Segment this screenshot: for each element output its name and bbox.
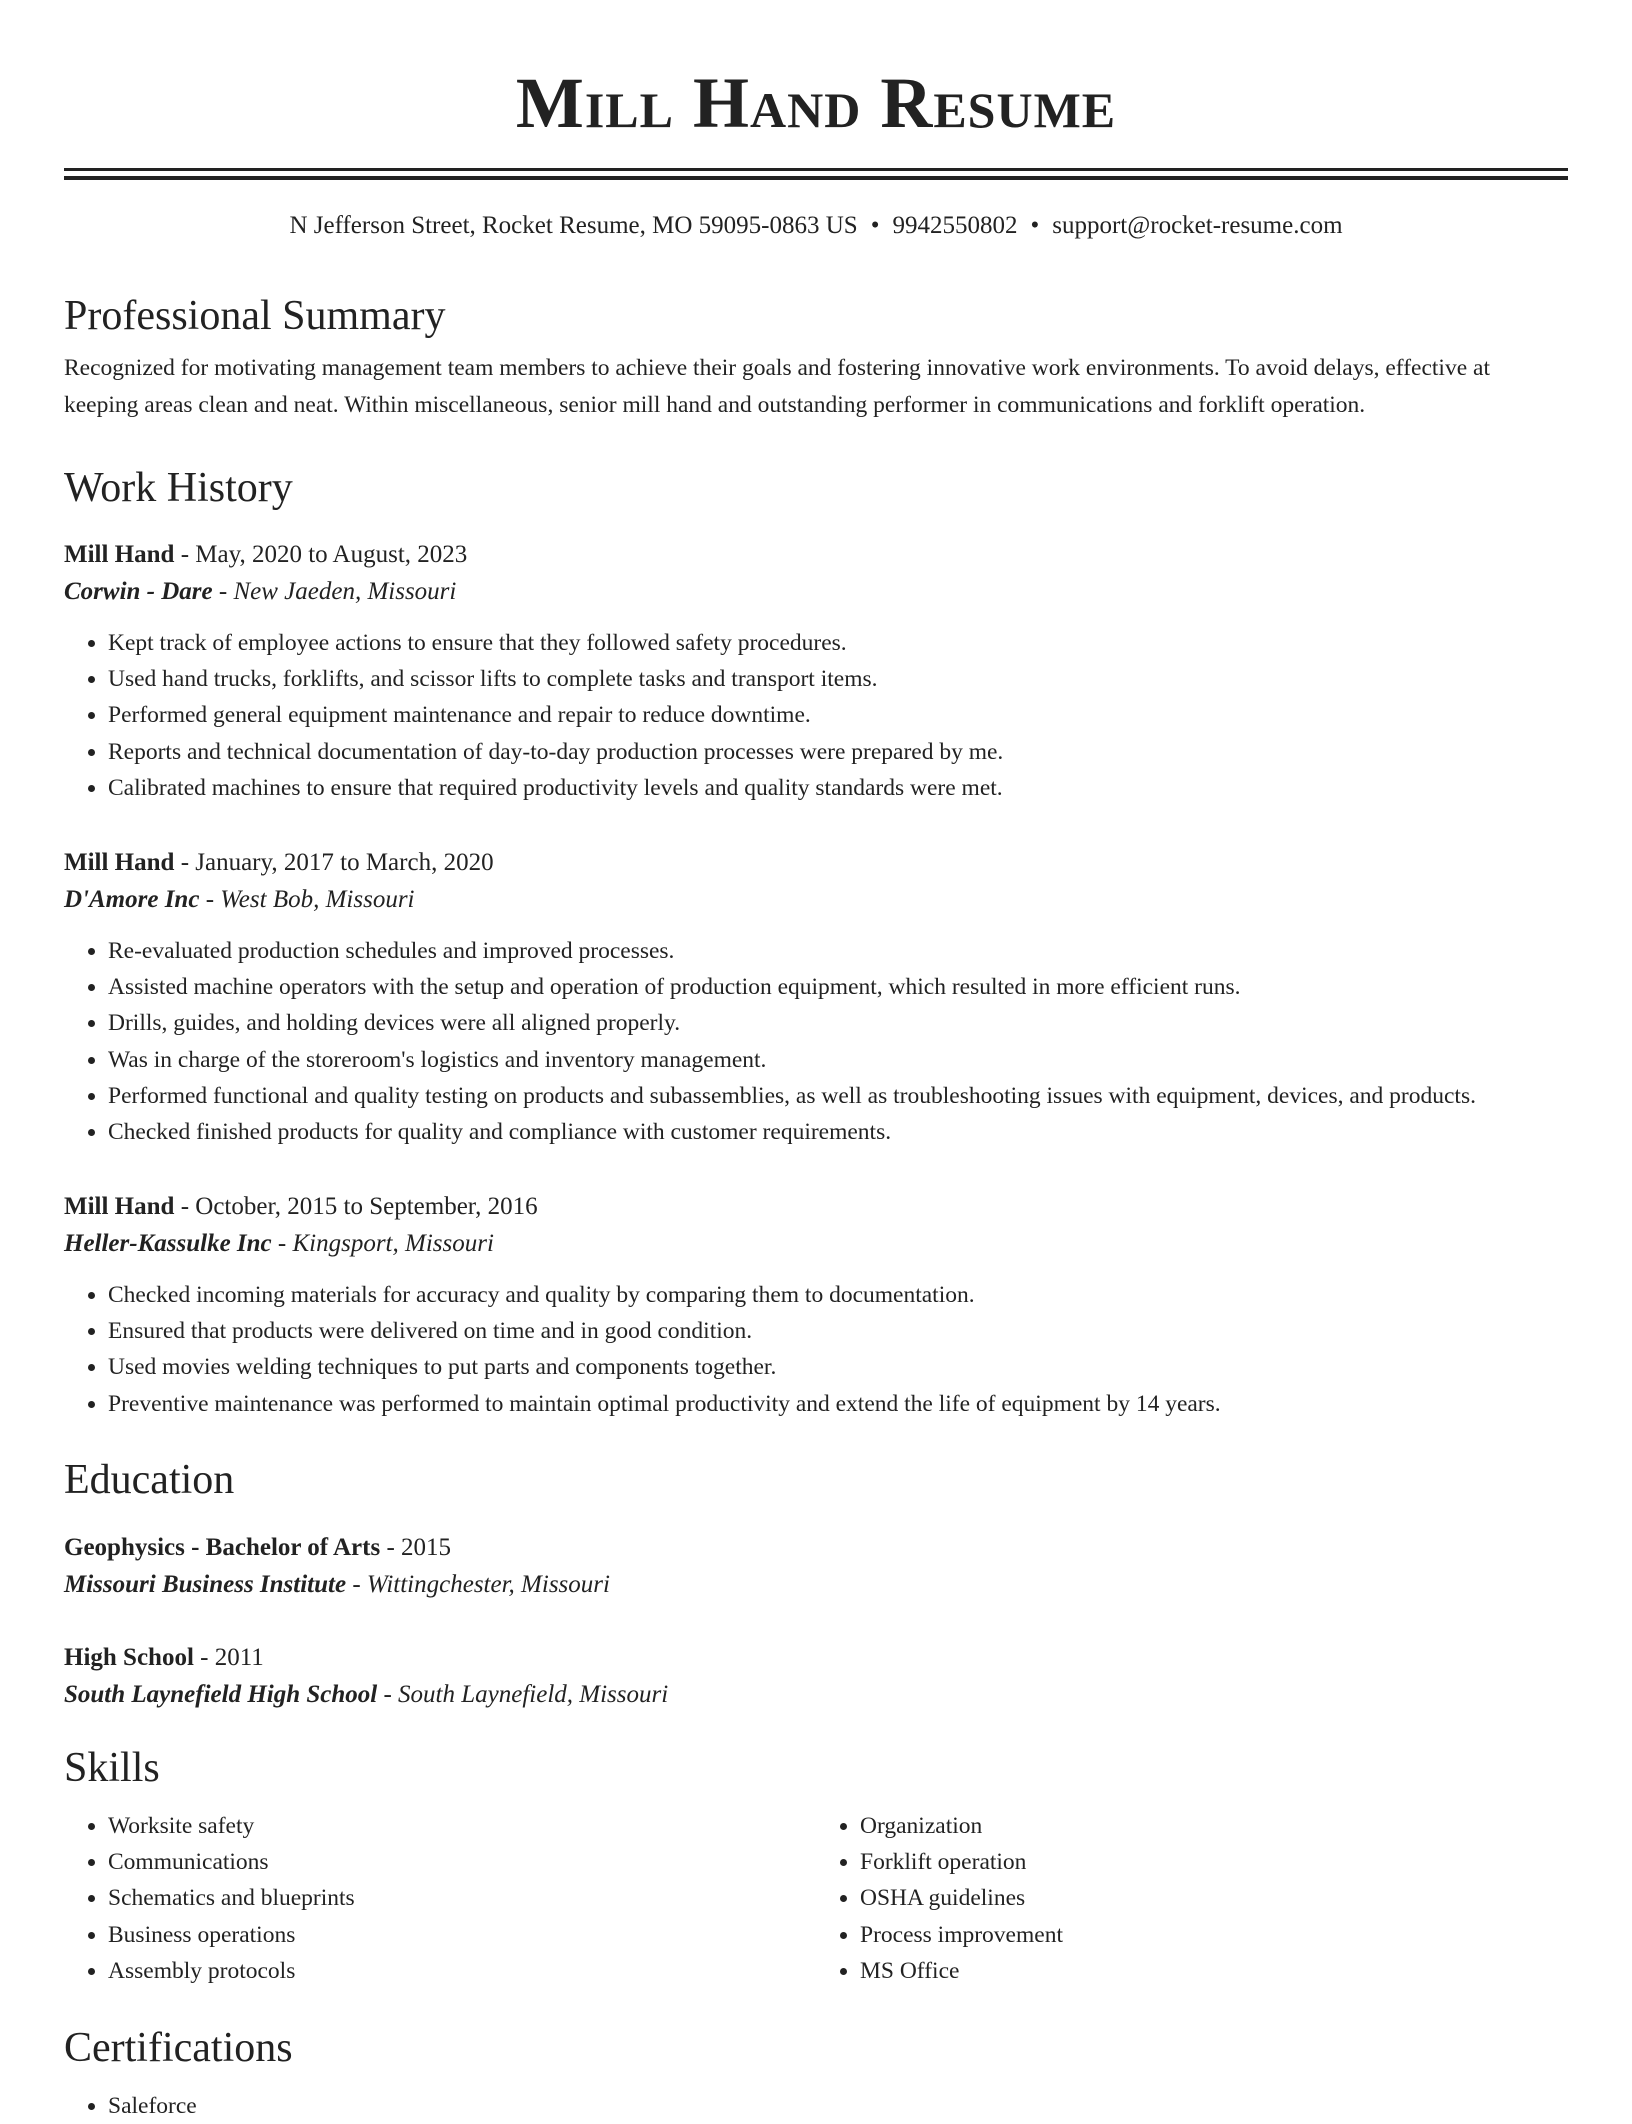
job-bullet: • Reports and technical documentation of day-to-day production processes were prepared by me.: [108, 734, 1568, 770]
job-entry: [64, 845, 1568, 1150]
skill-item: • Worksite safety: [108, 1808, 816, 1844]
resume-title: Mill Hand Resume: [515, 63, 1117, 143]
job-entry: [64, 1189, 1568, 1422]
skills-list-right: [816, 1808, 1568, 1989]
company-name: D'Amore Inc: [64, 886, 200, 913]
job-location: - New Jaeden, Missouri: [212, 578, 457, 605]
work-history-section: [64, 462, 1568, 514]
job-bullets: [64, 933, 1568, 1150]
graduation-year: - 2015: [380, 1534, 452, 1561]
job-bullet: • Checked finished products for quality and compliance with customer requirements.: [108, 1114, 1568, 1150]
summary-text: Recognized for motivating management team members to achieve their goals and fostering innovative work environments. To avoid delays, effective at keeping areas clean and neat. Within miscellaneous, senior mill hand and outstanding performer in communications and forklift operation.: [64, 355, 1490, 418]
skill-item: • Organization: [860, 1808, 1568, 1844]
skill-item: • Schematics and blueprints: [108, 1880, 816, 1916]
job-bullet: • Used movies welding techniques to put parts and components together.: [108, 1349, 1568, 1385]
contact-phone: 9942550802: [892, 212, 1018, 239]
skills-section: [64, 1742, 1568, 1989]
contact-line: [64, 210, 1568, 242]
education-entry: [64, 1640, 1568, 1714]
job-bullet: • Ensured that products were delivered on time and in good condition.: [108, 1313, 1568, 1349]
education-school: [64, 1566, 1568, 1604]
job-bullet: • Performed functional and quality testing on products and subassemblies, as well as troubleshooting issues with equipment, devices, and products.: [108, 1078, 1568, 1114]
education-section: [64, 1454, 1568, 1506]
job-title: Mill Hand: [64, 849, 175, 876]
job-employer: [64, 881, 1568, 919]
job-employer: [64, 573, 1568, 611]
job-employer: [64, 1225, 1568, 1263]
job-bullet: • Checked incoming materials for accuracy and quality by comparing them to documentation.: [108, 1277, 1568, 1313]
section-heading: Education: [64, 1457, 235, 1503]
contact-separator: •: [870, 212, 880, 239]
job-bullets: [64, 1277, 1568, 1422]
job-bullet: • Drills, guides, and holding devices were all aligned properly.: [108, 1005, 1568, 1041]
resume-page: [64, 0, 1568, 2119]
job-bullet: • Preventive maintenance was performed to maintain optimal productivity and extend the life of equipment by 14 years.: [108, 1386, 1568, 1422]
contact-email: support@rocket-resume.com: [1052, 212, 1343, 239]
skill-item: • Business operations: [108, 1917, 816, 1953]
job-dates: - October, 2015 to September, 2016: [174, 1193, 538, 1220]
company-name: Corwin - Dare: [64, 578, 213, 605]
school-location: - South Laynefield, Missouri: [377, 1681, 669, 1708]
education-entry: [64, 1530, 1568, 1604]
skill-item: • Forklift operation: [860, 1844, 1568, 1880]
job-location: - Kingsport, Missouri: [271, 1230, 494, 1257]
job-location: - West Bob, Missouri: [199, 886, 415, 913]
skill-item: • MS Office: [860, 1953, 1568, 1989]
degree: High School: [64, 1644, 194, 1671]
job-header: [64, 537, 1568, 573]
skill-item: • OSHA guidelines: [860, 1880, 1568, 1916]
education-school: [64, 1676, 1568, 1714]
job-header: [64, 845, 1568, 881]
title-divider: [64, 168, 1568, 180]
section-heading: Professional Summary: [64, 293, 446, 339]
company-name: Heller-Kassulke Inc: [64, 1230, 272, 1257]
skills-columns: [64, 1808, 1568, 1989]
job-bullet: • Was in charge of the storeroom's logistics and inventory management.: [108, 1042, 1568, 1078]
job-header: [64, 1189, 1568, 1225]
skill-item: • Communications: [108, 1844, 816, 1880]
school-name: South Laynefield High School: [64, 1681, 378, 1708]
certification-item: • Saleforce: [108, 2088, 1568, 2124]
education-header: [64, 1640, 1568, 1676]
skill-item: • Assembly protocols: [108, 1953, 816, 1989]
section-heading: Skills: [64, 1745, 160, 1791]
contact-separator: •: [1030, 212, 1040, 239]
contact-address: N Jefferson Street, Rocket Resume, MO 59095-0863 US: [289, 212, 858, 239]
job-bullet: • Kept track of employee actions to ensure that they followed safety procedures.: [108, 625, 1568, 661]
job-bullet: • Re-evaluated production schedules and improved processes.: [108, 933, 1568, 969]
job-bullet: • Used hand trucks, forklifts, and scissor lifts to complete tasks and transport items.: [108, 661, 1568, 697]
job-bullet: • Calibrated machines to ensure that required productivity levels and quality standards were met.: [108, 770, 1568, 806]
job-bullet: • Performed general equipment maintenance and repair to reduce downtime.: [108, 697, 1568, 733]
certifications-section: [64, 2022, 1568, 2124]
education-header: [64, 1530, 1568, 1566]
job-title: Mill Hand: [64, 541, 175, 568]
graduation-year: - 2011: [193, 1644, 264, 1671]
job-entry: [64, 537, 1568, 806]
degree: Geophysics - Bachelor of Arts: [64, 1534, 381, 1561]
skill-item: • Process improvement: [860, 1917, 1568, 1953]
job-dates: - May, 2020 to August, 2023: [174, 541, 468, 568]
job-dates: - January, 2017 to March, 2020: [174, 849, 494, 876]
section-heading: Certifications: [64, 2025, 293, 2071]
job-title: Mill Hand: [64, 1193, 175, 1220]
job-bullet: • Assisted machine operators with the setup and operation of production equipment, which resulted in more efficient runs.: [108, 969, 1568, 1005]
section-heading: Work History: [64, 465, 293, 511]
school-location: - Wittingchester, Missouri: [346, 1571, 610, 1598]
certifications-list: [64, 2088, 1568, 2124]
school-name: Missouri Business Institute: [64, 1571, 347, 1598]
summary-section: [64, 290, 1568, 423]
job-bullets: [64, 625, 1568, 806]
skills-list-left: [64, 1808, 816, 1989]
